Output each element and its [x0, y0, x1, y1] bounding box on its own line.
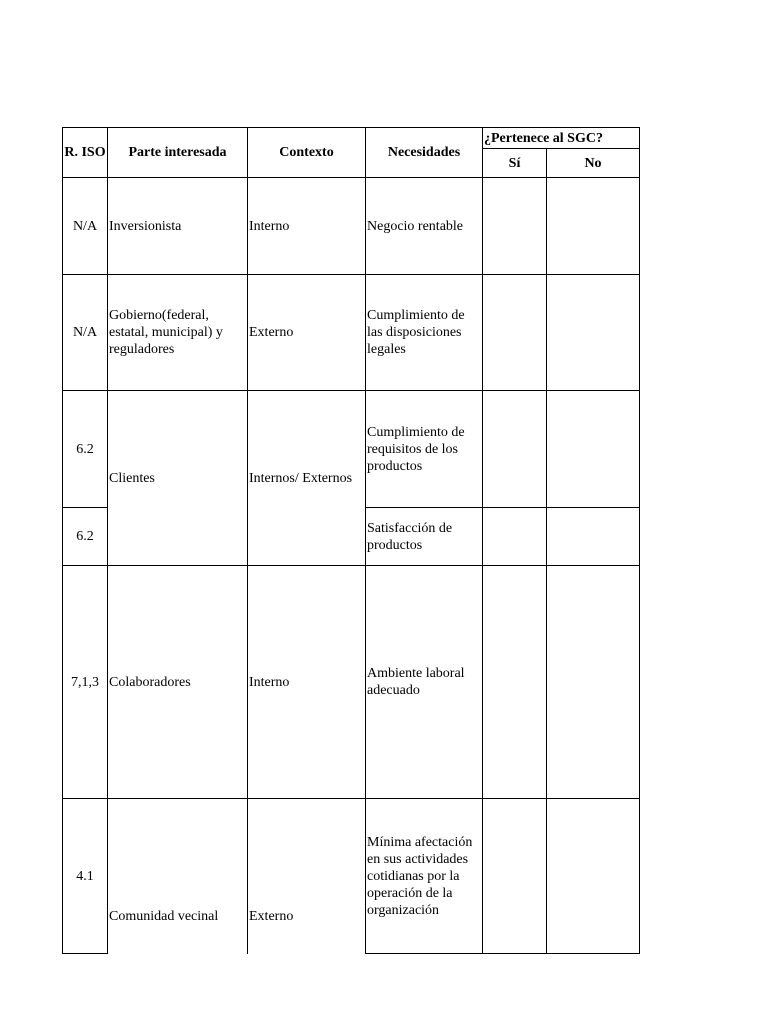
context-cell: Externo: [248, 799, 366, 954]
no-cell[interactable]: [547, 566, 640, 799]
table-row: [63, 566, 640, 799]
iso-cell: 6.2: [63, 508, 108, 566]
no-cell[interactable]: [547, 508, 640, 566]
no-cell[interactable]: [547, 275, 640, 391]
needs-cell: Cumplimiento de las disposiciones legales: [366, 275, 483, 391]
header-party: Parte interesada: [108, 128, 248, 178]
no-cell[interactable]: [547, 391, 640, 508]
yes-cell[interactable]: [483, 178, 547, 275]
yes-cell[interactable]: [483, 508, 547, 566]
context-cell: Interno: [248, 566, 366, 799]
header-no: No: [547, 149, 640, 178]
party-cell: Comunidad vecinal: [108, 799, 248, 954]
context-cell: Interno: [248, 178, 366, 275]
context-cell: Externo: [248, 275, 366, 391]
context-cell: Internos/ Externos: [248, 391, 366, 566]
iso-cell: 7,1,3: [63, 566, 108, 799]
header-row: [63, 128, 640, 149]
iso-cell: N/A: [63, 275, 108, 391]
header-iso: R. ISO: [63, 128, 108, 178]
party-cell: Gobierno(federal, estatal, municipal) y reguladores: [108, 275, 248, 391]
header-needs: Necesidades: [366, 128, 483, 178]
party-cell: Clientes: [108, 391, 248, 566]
table-row: [63, 275, 640, 391]
iso-cell: N/A: [63, 178, 108, 275]
iso-cell: 4.1: [63, 799, 108, 954]
needs-cell: Mínima afectación en sus actividades cotidianas por la operación de la organización: [366, 799, 483, 954]
needs-cell: Negocio rentable: [366, 178, 483, 275]
no-cell[interactable]: [547, 799, 640, 954]
yes-cell[interactable]: [483, 799, 547, 954]
table-row: [63, 391, 640, 508]
header-sgc: ¿Pertenece al SGC?: [483, 128, 640, 149]
party-cell: Inversionista: [108, 178, 248, 275]
yes-cell[interactable]: [483, 391, 547, 508]
header-yes: Sí: [483, 149, 547, 178]
header-context: Contexto: [248, 128, 366, 178]
needs-cell: Ambiente laboral adecuado: [366, 566, 483, 799]
needs-cell: Cumplimiento de requisitos de los productos: [366, 391, 483, 508]
yes-cell[interactable]: [483, 275, 547, 391]
no-cell[interactable]: [547, 178, 640, 275]
needs-cell: Satisfacción de productos: [366, 508, 483, 566]
stakeholders-table: [62, 127, 640, 954]
iso-cell: 6.2: [63, 391, 108, 508]
table-row: [63, 799, 640, 954]
party-cell: Colaboradores: [108, 566, 248, 799]
table-row: [63, 178, 640, 275]
yes-cell[interactable]: [483, 566, 547, 799]
